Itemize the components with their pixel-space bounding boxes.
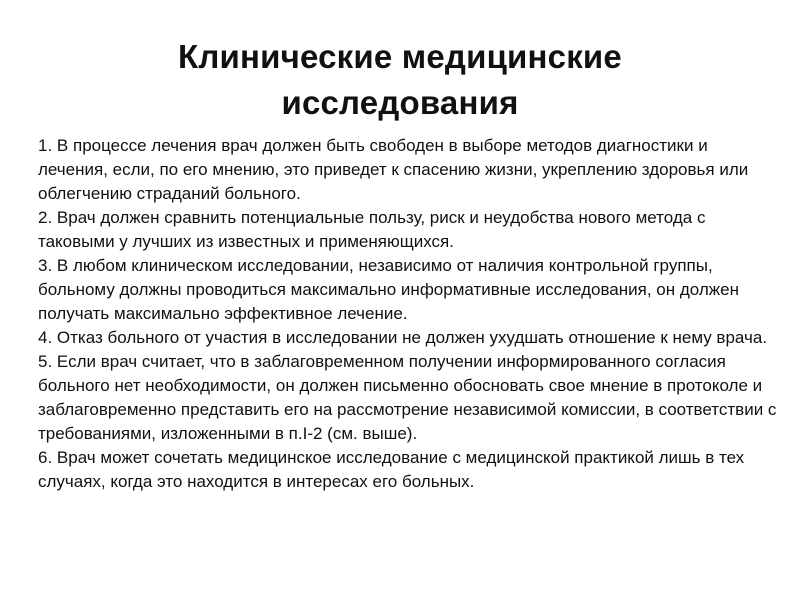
list-item-number: 6. — [38, 448, 53, 467]
list-item — [38, 134, 778, 206]
slide-title — [60, 34, 740, 126]
slide-title-line-1: Клинические медицинские — [178, 38, 622, 75]
list-item — [38, 326, 778, 350]
list-item — [38, 254, 778, 326]
list-item-text: В любом клиническом исследовании, независимо от наличия контрольной группы, больному должны проводиться максимально информативные исследования, он должен получать максимально эффективное лечение. — [38, 256, 739, 323]
list-item-text: Отказ больного от участия в исследовании не должен ухудшать отношение к нему врача. — [56, 328, 768, 347]
rules-list — [38, 134, 778, 494]
list-item-number: 2. — [38, 208, 53, 227]
list-item-number: 1. — [38, 136, 53, 155]
list-item-text: В процессе лечения врач должен быть свободен в выборе методов диагностики и лечения, если, по его мнению, это приведет к спасению жизни, укреплению здоровья или облегчению страданий больного. — [38, 136, 749, 203]
list-item-number: 3. — [38, 256, 53, 275]
list-item — [38, 206, 778, 254]
list-item — [38, 446, 778, 494]
list-item-text: Врач должен сравнить потенциальные пользу, риск и неудобства нового метода с таковыми у лучших из известных и применяющихся. — [38, 208, 706, 251]
list-item-number: 4. — [38, 328, 53, 347]
list-item-text: Если врач считает, что в заблаговременном получении информированного согласия больного нет необходимости, он должен письменно обосновать свое мнение в протоколе и заблаговременно представить его на рассмотрение независимой комиссии, в соответствии с требованиями, изложенными в п.I-2 (см. выше). — [38, 352, 777, 443]
list-item-text: Врач может сочетать медицинское исследование с медицинской практикой лишь в тех случаях, когда это находится в интересах его больных. — [38, 448, 745, 491]
list-item — [38, 350, 778, 446]
list-item-number: 5. — [38, 352, 53, 371]
slide-title-line-2: исследования — [281, 84, 519, 121]
